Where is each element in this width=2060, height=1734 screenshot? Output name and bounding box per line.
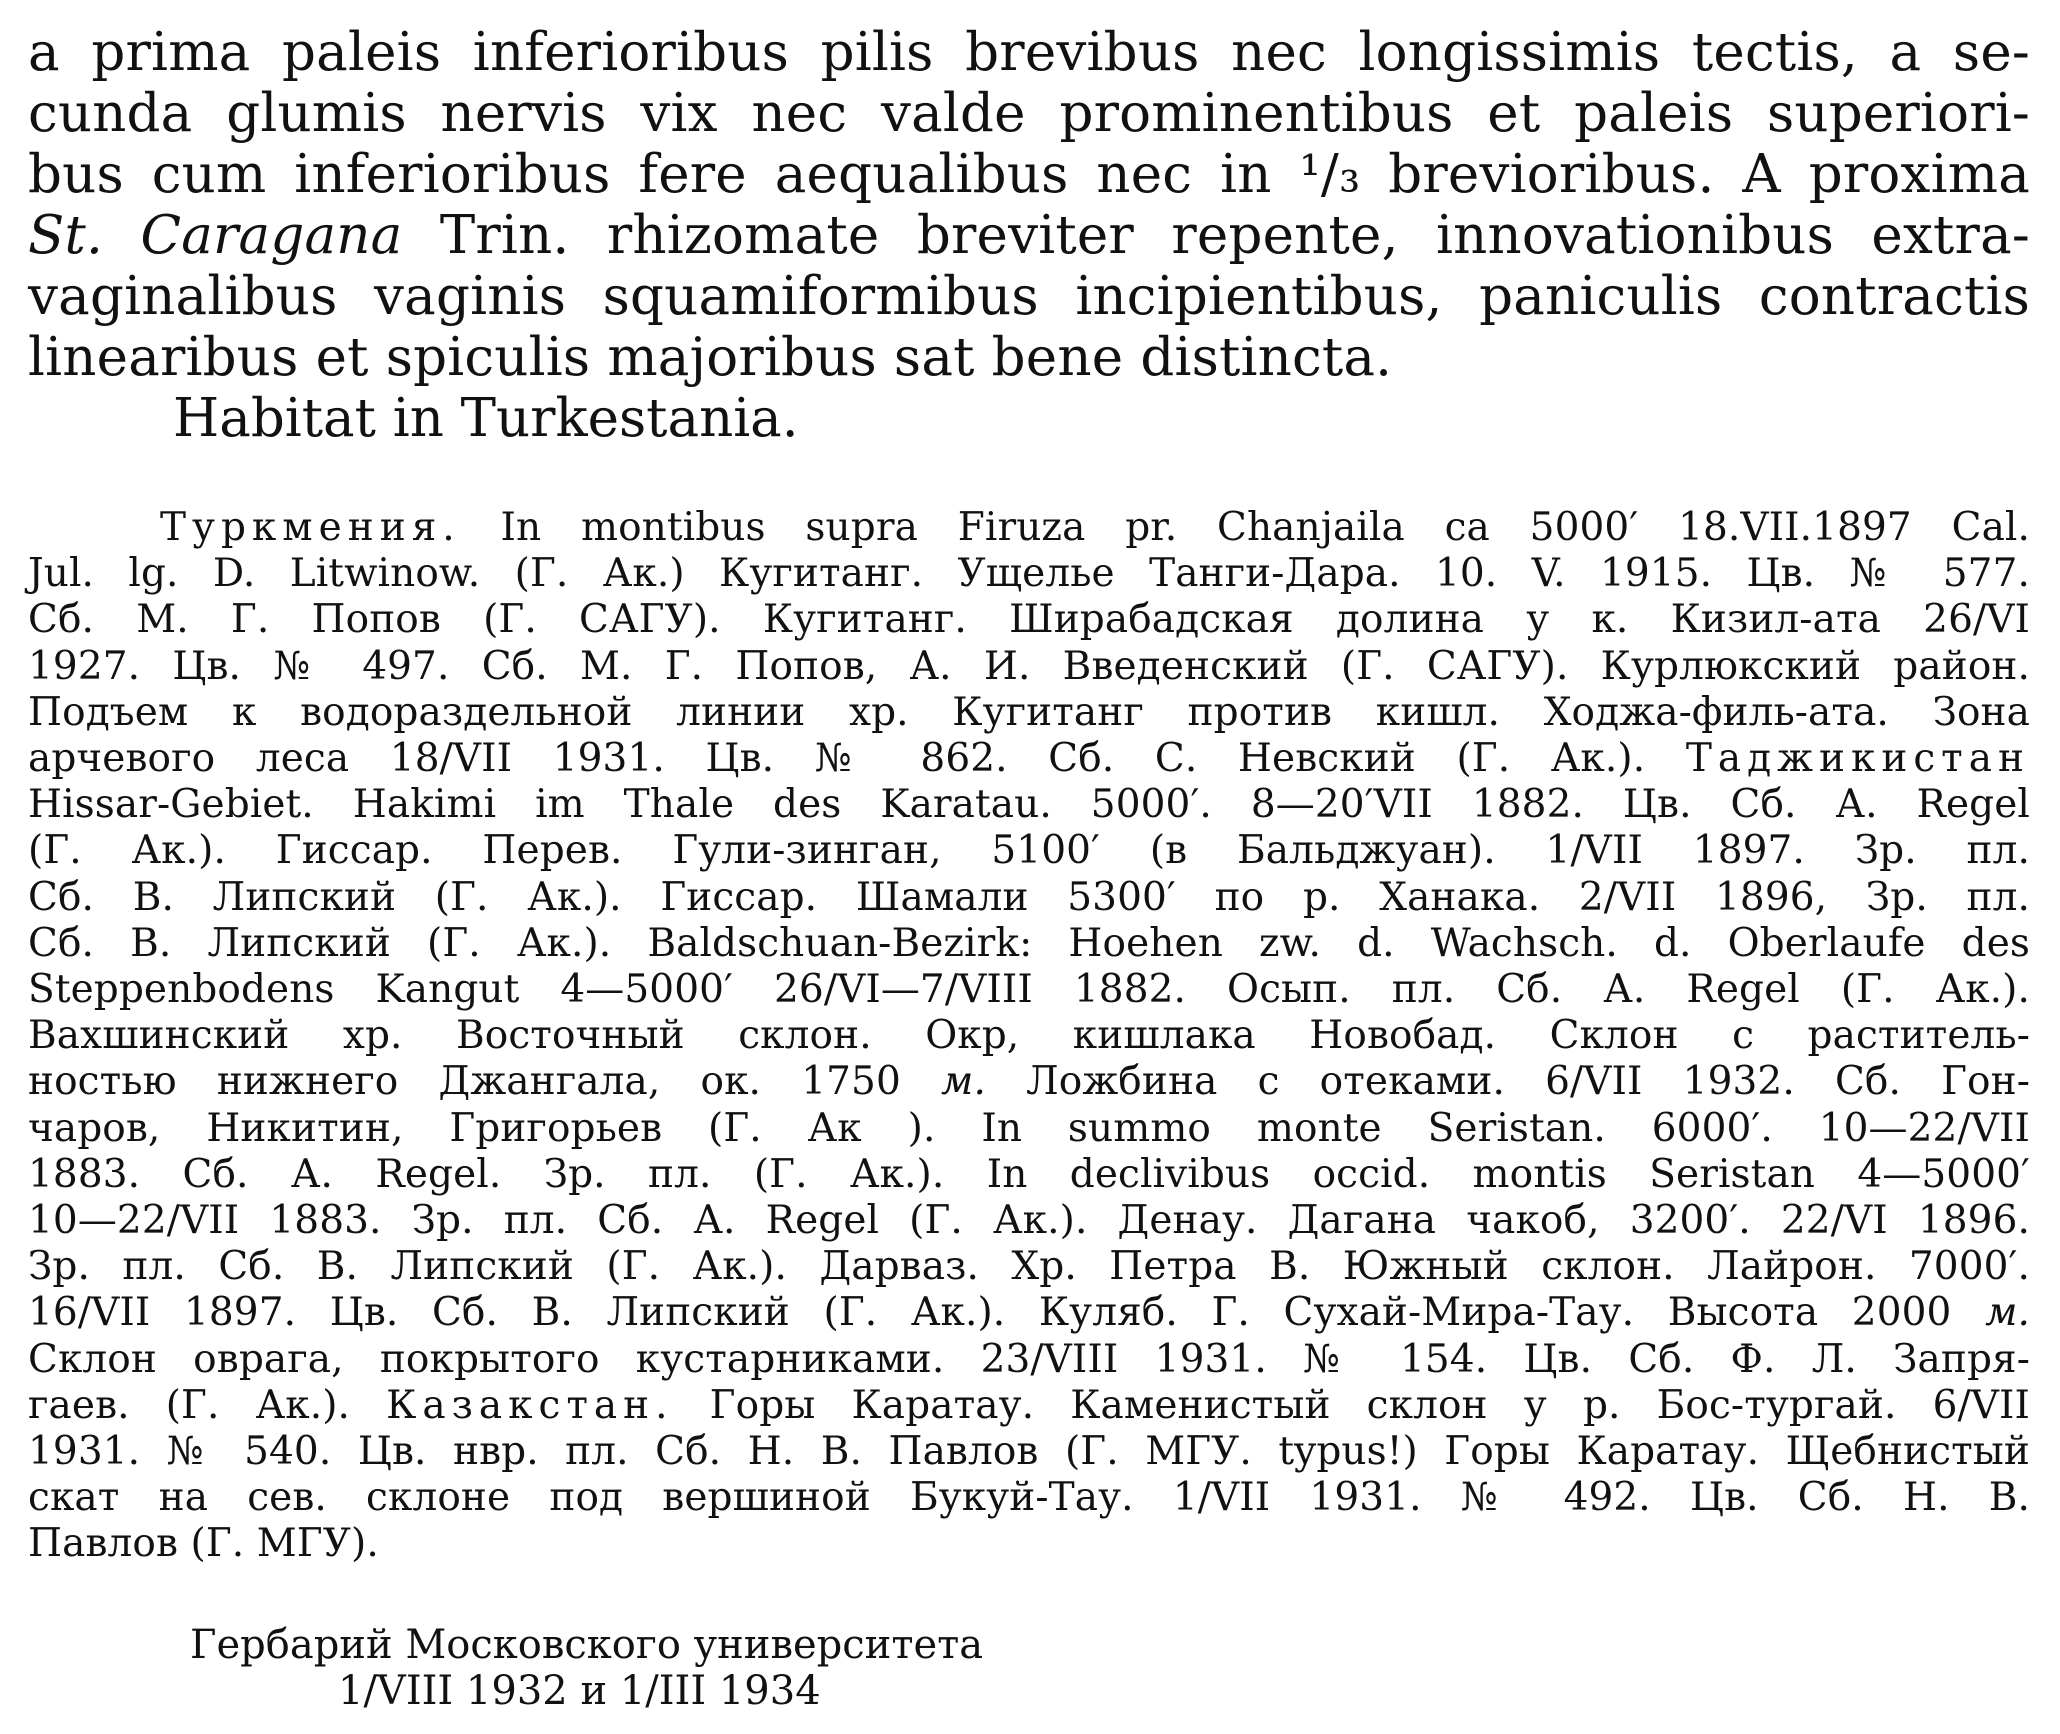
specimen-line: Павлов (Г. МГУ).: [28, 1521, 379, 1567]
latin-line: cunda glumis nervis vix nec valde prominentibus et paleis superiori-: [28, 83, 2030, 144]
specimen-text: Горы Каратау. Каменистый склон у р. Бос-тургай. 6/VII: [673, 1382, 2031, 1428]
latin-line: vaginalibus vaginis squamiformibus incipientibus, paniculis contractis: [28, 266, 2030, 327]
specimen-line: Сб. В. Липский (Г. Ак.). Baldschuan-Bezirk: Hoehen zw. d. Wachsch. d. Oberlaufe des: [28, 920, 2030, 966]
latin-line: [28, 144, 2030, 205]
specimen-text: арчевого леса 18/VII 1931. Цв. № 862. Сб. С. Невский (Г. Ак.).: [28, 736, 1686, 782]
specimen-line: 1883. Сб. А. Regel. Зр. пл. (Г. Ак.). In declivibus occid. montis Seristan 4—5000′: [28, 1151, 2030, 1197]
specimen-line: Hissar-Gebiet. Hakimi im Thale des Karatau. 5000′. 8—20′VII 1882. Цв. Сб. А. Regel: [28, 782, 2030, 828]
specimen-records-paragraph: [28, 505, 2030, 1568]
latin-line: linearibus et spiculis majoribus sat bene distincta.: [28, 327, 1393, 388]
latin-text: brevioribus. A proxima: [1360, 144, 2030, 205]
region-heading: Туркмения.: [160, 505, 461, 550]
latin-text: bus cum inferioribus fere aequalibus nec in: [28, 144, 1300, 205]
specimen-line: Зр. пл. Сб. В. Липский (Г. Ак.). Дарваз. Хр. Петра В. Южный склон. Лайрон. 7000′.: [28, 1244, 2030, 1290]
region-heading: Таджикистан: [1685, 736, 2030, 782]
specimen-line: Сб. М. Г. Попов (Г. САГУ). Кугитанг. Ширабадская долина у к. Кизил-ата 26/VI: [28, 597, 2030, 643]
specimen-line: [28, 1290, 2030, 1336]
specimen-line: Сб. В. Липский (Г. Ак.). Гиссар. Шамали 5300′ по р. Ханака. 2/VII 1896, Зр. пл.: [28, 874, 2030, 920]
habitat-statement: Habitat in Turkestania.: [173, 388, 799, 449]
specimen-text: Ложбина с отеками. 6/VII 1932. Сб. Гон-: [985, 1059, 2030, 1105]
latin-line: a prima paleis inferioribus pilis brevibus nec longissimis tectis, a se-: [28, 22, 2030, 83]
specimen-line: 1931. № 540. Цв. нвр. пл. Сб. Н. В. Павлов (Г. МГУ. typus!) Горы Каратау. Щебнистый: [28, 1429, 2030, 1475]
specimen-line: Jul. lg. D. Litwinow. (Г. Ак.) Кугитанг. Ущелье Танги-Дара. 10. V. 1915. Цв. № 577.: [28, 551, 2030, 597]
specimen-text: In montibus supra Firuza pr. Chanjaila ca 5000′ 18.VII.1897 Cal.: [460, 505, 2030, 550]
specimen-line: Склон оврага, покрытого кустарниками. 23/VIII 1931. № 154. Цв. Сб. Ф. Л. Запря-: [28, 1336, 2030, 1382]
latin-diagnosis-paragraph: [28, 22, 2030, 388]
specimen-line: 1927. Цв. № 497. Сб. М. Г. Попов, А. И. Введенский (Г. САГУ). Курлюкский район.: [28, 643, 2030, 689]
publication-footer: [28, 1622, 2030, 1714]
specimen-line: (Г. Ак.). Гиссар. Перев. Гули-зинган, 5100′ (в Бальджуан). 1/VII 1897. Зр. пл.: [28, 828, 2030, 874]
species-name: St. Caragana: [28, 205, 403, 266]
latin-text: Trin. rhizomate breviter repente, innovationibus extra-: [402, 205, 2031, 266]
specimen-line: [28, 1383, 2030, 1429]
specimen-line: чаров, Никитин, Григорьев (Г. Ак ). In summo monte Seristan. 6000′. 10—22/VII: [28, 1105, 2030, 1151]
specimen-line: Steppenbodens Kangut 4—5000′ 26/VI—7/VIII 1882. Осып. пл. Сб. А. Regel (Г. Ак.).: [28, 967, 2030, 1013]
institution-name: Гербарий Московского университета: [190, 1621, 984, 1668]
publication-dates: 1/VIII 1932 и 1/III 1934: [338, 1667, 821, 1714]
specimen-line: [28, 1059, 2030, 1105]
specimen-line: скат на сев. склоне под вершиной Букуй-Тау. 1/VII 1931. № 492. Цв. Сб. Н. В.: [28, 1475, 2030, 1521]
region-heading: Казакстан.: [386, 1382, 674, 1428]
specimen-line: [28, 505, 2030, 551]
specimen-line: Вахшинский хр. Восточный склон. Окр, кишлака Новобад. Склон с раститель-: [28, 1013, 2030, 1059]
specimen-line: Подъем к водораздельной линии хр. Кугитанг против кишл. Ходжа-филь-ата. Зона: [28, 689, 2030, 735]
unit-label: м.: [941, 1059, 986, 1105]
specimen-line: [28, 736, 2030, 782]
latin-line: [28, 205, 2030, 266]
unit-label: м.: [1985, 1290, 2030, 1336]
specimen-text: гаев. (Г. Ак.).: [28, 1382, 387, 1428]
specimen-text: ностью нижнего Джангала, ок. 1750: [28, 1059, 942, 1105]
fraction: ¹/₃: [1299, 144, 1361, 205]
document-page: [28, 22, 2030, 1714]
specimen-line: 10—22/VII 1883. Зр. пл. Сб. А. Regel (Г. Ак.). Денау. Дагана чакоб, 3200′. 22/VI 1896.: [28, 1198, 2030, 1244]
specimen-text: 16/VII 1897. Цв. Сб. В. Липский (Г. Ак.). Куляб. Г. Сухай-Мира-Тау. Высота 2000: [28, 1290, 1986, 1336]
